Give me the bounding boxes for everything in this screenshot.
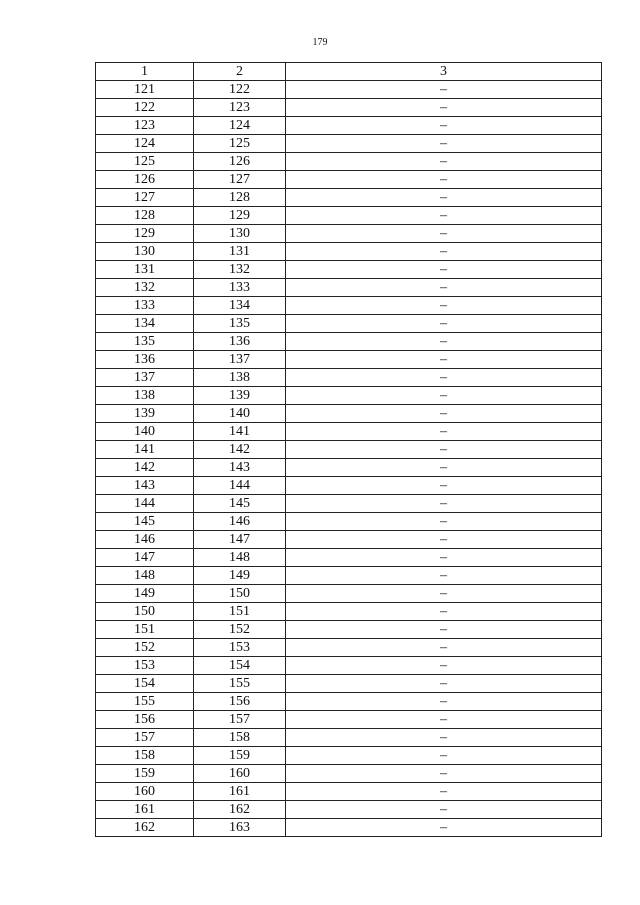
column-header-1: 1 (96, 63, 194, 81)
table-cell-col-2: 157 (194, 711, 286, 729)
table-row (96, 585, 602, 603)
data-table (95, 62, 602, 837)
table-cell-col-1: 144 (96, 495, 194, 513)
table-row (96, 441, 602, 459)
table-row (96, 477, 602, 495)
table-cell-col-1: 146 (96, 531, 194, 549)
table-row (96, 513, 602, 531)
table-cell-col-1: 121 (96, 81, 194, 99)
table-row (96, 783, 602, 801)
table-cell-col-3: – (286, 585, 602, 603)
table-cell-col-2: 144 (194, 477, 286, 495)
table-cell-col-1: 149 (96, 585, 194, 603)
table-row (96, 423, 602, 441)
table-cell-col-1: 134 (96, 315, 194, 333)
table-cell-col-3: – (286, 675, 602, 693)
table-cell-col-2: 131 (194, 243, 286, 261)
table-cell-col-1: 156 (96, 711, 194, 729)
table-cell-col-2: 145 (194, 495, 286, 513)
table-row (96, 297, 602, 315)
table-cell-col-3: – (286, 351, 602, 369)
table-cell-col-3: – (286, 459, 602, 477)
table-cell-col-1: 150 (96, 603, 194, 621)
table-cell-col-1: 128 (96, 207, 194, 225)
table-cell-col-1: 142 (96, 459, 194, 477)
table-cell-col-2: 151 (194, 603, 286, 621)
table-cell-col-3: – (286, 819, 602, 837)
table-cell-col-1: 129 (96, 225, 194, 243)
table-cell-col-1: 153 (96, 657, 194, 675)
table-cell-col-3: – (286, 315, 602, 333)
table-cell-col-1: 140 (96, 423, 194, 441)
table-cell-col-3: – (286, 783, 602, 801)
table-cell-col-1: 127 (96, 189, 194, 207)
table-cell-col-2: 136 (194, 333, 286, 351)
table-cell-col-2: 148 (194, 549, 286, 567)
table-cell-col-3: – (286, 801, 602, 819)
table-cell-col-1: 143 (96, 477, 194, 495)
table-cell-col-3: – (286, 657, 602, 675)
table-row (96, 747, 602, 765)
table-cell-col-3: – (286, 279, 602, 297)
table-cell-col-2: 152 (194, 621, 286, 639)
table-cell-col-1: 123 (96, 117, 194, 135)
table-row (96, 603, 602, 621)
table-row (96, 171, 602, 189)
table-cell-col-1: 136 (96, 351, 194, 369)
table-cell-col-1: 126 (96, 171, 194, 189)
table-row (96, 459, 602, 477)
table-cell-col-1: 159 (96, 765, 194, 783)
table-body (96, 81, 602, 837)
table-cell-col-2: 124 (194, 117, 286, 135)
table-row (96, 315, 602, 333)
table-cell-col-3: – (286, 261, 602, 279)
table-row (96, 225, 602, 243)
table-cell-col-2: 155 (194, 675, 286, 693)
table-cell-col-1: 160 (96, 783, 194, 801)
table-cell-col-2: 123 (194, 99, 286, 117)
table-cell-col-2: 158 (194, 729, 286, 747)
table-cell-col-2: 137 (194, 351, 286, 369)
table-cell-col-3: – (286, 549, 602, 567)
table-cell-col-3: – (286, 495, 602, 513)
table-cell-col-3: – (286, 189, 602, 207)
table-cell-col-1: 158 (96, 747, 194, 765)
table-row (96, 81, 602, 99)
table-cell-col-3: – (286, 117, 602, 135)
column-header-2: 2 (194, 63, 286, 81)
table-cell-col-3: – (286, 621, 602, 639)
table-cell-col-3: – (286, 153, 602, 171)
table-cell-col-3: – (286, 243, 602, 261)
table-cell-col-2: 149 (194, 567, 286, 585)
table-cell-col-3: – (286, 171, 602, 189)
table-cell-col-3: – (286, 603, 602, 621)
table-cell-col-2: 134 (194, 297, 286, 315)
table-cell-col-3: – (286, 693, 602, 711)
table-row (96, 261, 602, 279)
table-row (96, 531, 602, 549)
table-cell-col-3: – (286, 531, 602, 549)
table-cell-col-2: 159 (194, 747, 286, 765)
table-cell-col-1: 152 (96, 639, 194, 657)
table-row (96, 495, 602, 513)
table-cell-col-2: 160 (194, 765, 286, 783)
table-cell-col-3: – (286, 297, 602, 315)
table-cell-col-3: – (286, 207, 602, 225)
table-cell-col-3: – (286, 225, 602, 243)
table-cell-col-1: 154 (96, 675, 194, 693)
table-row (96, 153, 602, 171)
table-cell-col-1: 148 (96, 567, 194, 585)
table-row (96, 279, 602, 297)
table-cell-col-1: 141 (96, 441, 194, 459)
table-cell-col-1: 147 (96, 549, 194, 567)
table-cell-col-3: – (286, 567, 602, 585)
table-row (96, 819, 602, 837)
table-cell-col-3: – (286, 423, 602, 441)
table-row (96, 567, 602, 585)
table-header-row (96, 63, 602, 81)
table-cell-col-1: 137 (96, 369, 194, 387)
table-row (96, 243, 602, 261)
table-cell-col-3: – (286, 747, 602, 765)
table-cell-col-1: 138 (96, 387, 194, 405)
table-cell-col-1: 132 (96, 279, 194, 297)
table-cell-col-1: 124 (96, 135, 194, 153)
table-cell-col-1: 122 (96, 99, 194, 117)
table-row (96, 207, 602, 225)
table-row (96, 621, 602, 639)
table-cell-col-2: 140 (194, 405, 286, 423)
table-cell-col-3: – (286, 711, 602, 729)
table-cell-col-2: 147 (194, 531, 286, 549)
table-cell-col-1: 125 (96, 153, 194, 171)
column-header-3: 3 (286, 63, 602, 81)
table-cell-col-1: 130 (96, 243, 194, 261)
table-cell-col-2: 122 (194, 81, 286, 99)
table-cell-col-2: 139 (194, 387, 286, 405)
table-cell-col-1: 155 (96, 693, 194, 711)
page-number: 179 (312, 37, 328, 48)
table-cell-col-2: 141 (194, 423, 286, 441)
table-row (96, 189, 602, 207)
table-row (96, 729, 602, 747)
table-cell-col-3: – (286, 765, 602, 783)
table-row (96, 675, 602, 693)
table-cell-col-2: 135 (194, 315, 286, 333)
table-cell-col-1: 131 (96, 261, 194, 279)
table-row (96, 639, 602, 657)
table-cell-col-3: – (286, 369, 602, 387)
table-cell-col-2: 130 (194, 225, 286, 243)
table-row (96, 333, 602, 351)
table-cell-col-3: – (286, 99, 602, 117)
table-cell-col-3: – (286, 639, 602, 657)
table-row (96, 801, 602, 819)
table-cell-col-1: 162 (96, 819, 194, 837)
table-row (96, 711, 602, 729)
table-cell-col-2: 153 (194, 639, 286, 657)
table-cell-col-3: – (286, 387, 602, 405)
table-cell-col-2: 126 (194, 153, 286, 171)
table-row (96, 135, 602, 153)
table-cell-col-3: – (286, 405, 602, 423)
table-cell-col-3: – (286, 135, 602, 153)
table-cell-col-2: 161 (194, 783, 286, 801)
table-row (96, 369, 602, 387)
table-row (96, 657, 602, 675)
table-cell-col-1: 157 (96, 729, 194, 747)
table-cell-col-2: 162 (194, 801, 286, 819)
table-cell-col-2: 143 (194, 459, 286, 477)
table-cell-col-2: 142 (194, 441, 286, 459)
table-cell-col-2: 132 (194, 261, 286, 279)
table-cell-col-1: 133 (96, 297, 194, 315)
table-row (96, 549, 602, 567)
table-cell-col-1: 161 (96, 801, 194, 819)
table-cell-col-3: – (286, 729, 602, 747)
table-row (96, 99, 602, 117)
table-cell-col-2: 154 (194, 657, 286, 675)
table-cell-col-2: 128 (194, 189, 286, 207)
table-cell-col-2: 125 (194, 135, 286, 153)
table-row (96, 405, 602, 423)
table-cell-col-3: – (286, 333, 602, 351)
table-cell-col-2: 163 (194, 819, 286, 837)
table-cell-col-2: 127 (194, 171, 286, 189)
table-cell-col-2: 133 (194, 279, 286, 297)
table-cell-col-1: 139 (96, 405, 194, 423)
table-row (96, 117, 602, 135)
table-cell-col-3: – (286, 81, 602, 99)
table-cell-col-2: 146 (194, 513, 286, 531)
table-row (96, 765, 602, 783)
table-cell-col-1: 135 (96, 333, 194, 351)
table-cell-col-2: 129 (194, 207, 286, 225)
table-cell-col-3: – (286, 441, 602, 459)
table-cell-col-3: – (286, 477, 602, 495)
table-cell-col-3: – (286, 513, 602, 531)
table-cell-col-2: 138 (194, 369, 286, 387)
table-cell-col-2: 156 (194, 693, 286, 711)
table-cell-col-1: 145 (96, 513, 194, 531)
table-cell-col-1: 151 (96, 621, 194, 639)
table-row (96, 387, 602, 405)
table-cell-col-2: 150 (194, 585, 286, 603)
table-row (96, 693, 602, 711)
table-row (96, 351, 602, 369)
